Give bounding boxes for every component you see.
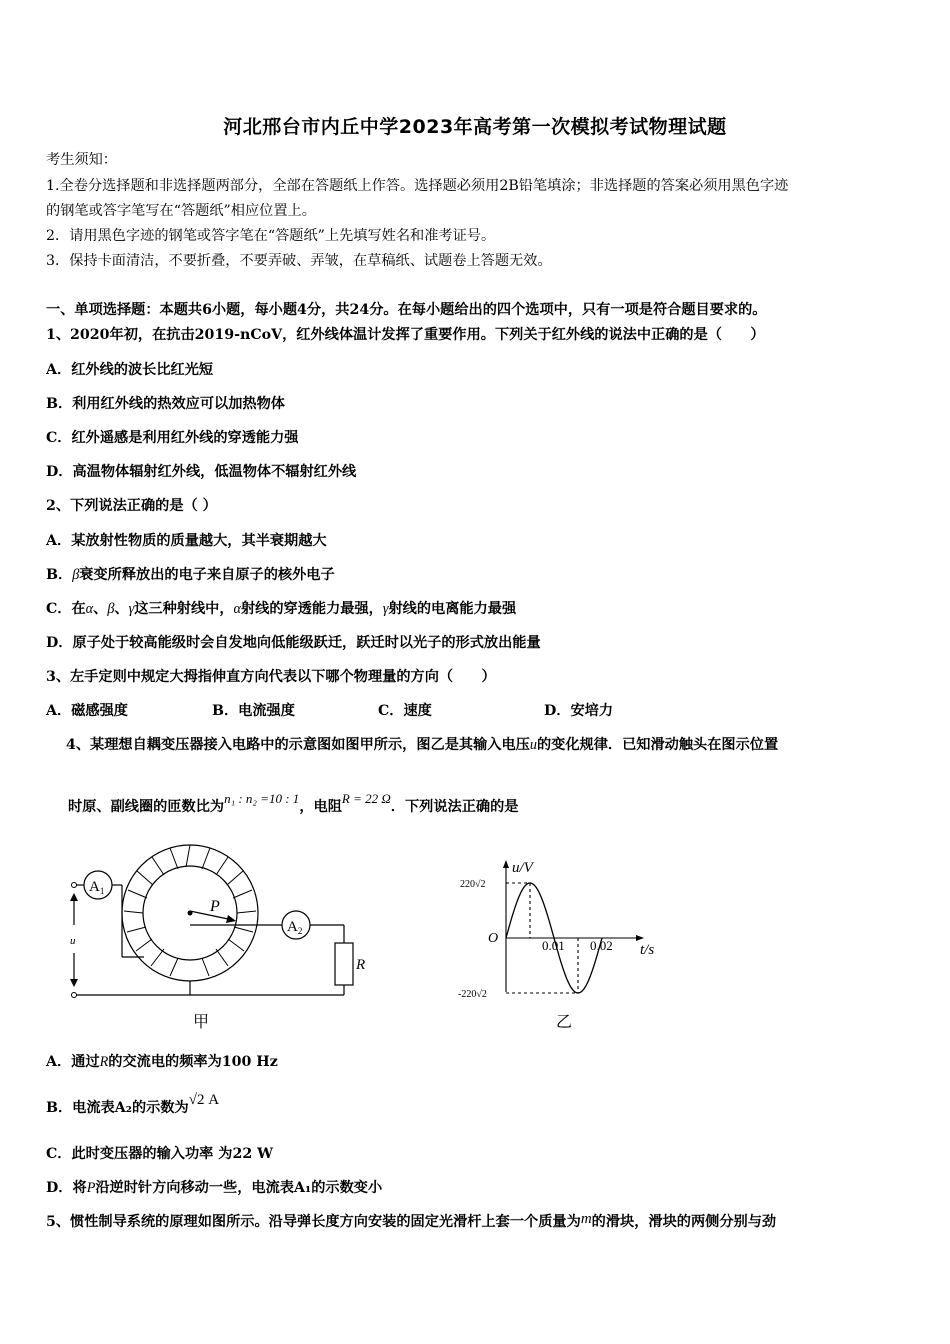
notice-item-3: 3．保持卡面清洁，不要折叠，不要弄破、弄皱，在草稿纸、试题卷上答题无效。 bbox=[46, 253, 552, 269]
q2-option-c: C．在α、β、γ这三种射线中，α射线的穿透能力最强，γ射线的电离能力最强 bbox=[46, 601, 517, 617]
q3-stem: 3、左手定则中规定大拇指伸直方向代表以下哪个物理量的方向（ ） bbox=[46, 669, 496, 685]
slider-label: P bbox=[210, 898, 220, 915]
q3-option-a: A．磁感强度 bbox=[46, 703, 128, 719]
q2-option-a: A．某放射性物质的质量越大，其半衰期越大 bbox=[46, 533, 327, 549]
x-tick-label-2: 0.02 bbox=[590, 938, 613, 953]
origin-label: O bbox=[488, 931, 499, 946]
resistor-label: R bbox=[356, 957, 366, 973]
figure-right-caption: 乙 bbox=[556, 1012, 573, 1031]
ammeter-a1-label: $A_1$ bbox=[89, 879, 105, 896]
notice-item-2: 2．请用黑色字迹的钢笔或答字笔在“答题纸”上先填写姓名和准考证号。 bbox=[46, 228, 496, 244]
q4-resistance: R = 22 Ω bbox=[341, 791, 391, 806]
figure-left-caption: 甲 bbox=[193, 1012, 210, 1031]
q4-stem-line1: 4、某理想自耦变压器接入电路中的示意图如图甲所示，图乙是其输入电压u的变化规律．已知滑动触头在图示位置 bbox=[66, 737, 779, 753]
slider-arrow-icon bbox=[226, 915, 236, 923]
notice-item-1b: 的钢笔或答字笔写在“答题纸”相应位置上。 bbox=[46, 203, 316, 219]
q1-option-a: A．红外线的波长比红光短 bbox=[46, 362, 214, 378]
q1-stem: 1、2020年初，在抗击2019-nCoV，红外线体温计发挥了重要作用。下列关于红外线的说法中正确的是（ ） bbox=[46, 327, 765, 343]
up-arrow-icon bbox=[70, 893, 78, 901]
q3-option-c: C．速度 bbox=[378, 703, 432, 719]
figure-circuit bbox=[60, 835, 390, 1035]
q4-stem-line2: 时原、副线圈的匝数比为n₁ : n₂ =10 : 1，电阻R = 22 Ω．下列说法正确的是 bbox=[68, 791, 519, 815]
section-heading: 一、单项选择题：本题共6小题，每小题4分，共24分。在每小题给出的四个选项中，只有一项是符合题目要求的。 bbox=[46, 302, 767, 318]
q3-option-b: B．电流强度 bbox=[212, 703, 295, 719]
input-voltage-label: u bbox=[70, 935, 76, 947]
notice-heading: 考生须知： bbox=[46, 152, 117, 168]
x-axis-arrow-icon bbox=[636, 935, 644, 941]
q4-turns-ratio: n₁ : n₂ =10 : 1 bbox=[224, 791, 300, 806]
page-title: 河北邢台市内丘中学2023年高考第一次模拟考试物理试题 bbox=[223, 116, 727, 138]
notice-item-1a: 1.全卷分选择题和非选择题两部分，全部在答题纸上作答。选择题必须用2B铅笔填涂；非选择题的答案必须用黑色字迹 bbox=[46, 178, 789, 194]
q4-option-b: B．电流表A₂的示数为√2 A bbox=[46, 1092, 220, 1116]
x-tick-label-1: 0.01 bbox=[542, 938, 565, 953]
q4-option-a: A．通过R的交流电的频率为100 Hz bbox=[46, 1054, 278, 1070]
ammeter-a2-label: $A_2$ bbox=[287, 919, 303, 936]
q4-option-b-value: √2 A bbox=[188, 1092, 220, 1108]
q2-option-b: B．β衰变所释放出的电子来自原子的核外电子 bbox=[46, 567, 335, 583]
q1-option-c: C．红外遥感是利用红外线的穿透能力强 bbox=[46, 430, 299, 446]
y-axis-label: u/V bbox=[512, 860, 533, 876]
x-axis-label: t/s bbox=[640, 942, 655, 958]
down-arrow-icon bbox=[70, 979, 78, 987]
q2-stem: 2、下列说法正确的是（ ） bbox=[46, 498, 217, 514]
q4-option-c: C．此时变压器的输入功率 为22 W bbox=[46, 1146, 274, 1162]
y-max-label: 220√2 bbox=[460, 879, 486, 890]
q1-option-b: B．利用红外线的热效应可以加热物体 bbox=[46, 396, 285, 412]
q3-option-d: D．安培力 bbox=[544, 703, 614, 719]
q1-option-d: D．高温物体辐射红外线，低温物体不辐射红外线 bbox=[46, 464, 357, 480]
figure-voltage-graph bbox=[450, 852, 670, 1002]
y-axis-arrow-icon bbox=[503, 860, 509, 868]
q3-options bbox=[46, 701, 613, 721]
y-min-label: -220√2 bbox=[458, 989, 487, 1000]
q2-option-d: D．原子处于较高能级时会自发地向低能级跃迁，跃迁时以光子的形式放出能量 bbox=[46, 635, 541, 651]
resistor-symbol bbox=[335, 943, 353, 985]
q4-option-d: D．将P沿逆时针方向移动一些，电流表A₁的示数变小 bbox=[46, 1180, 383, 1196]
q5-stem: 5、惯性制导系统的原理如图所示。沿导弹长度方向安装的固定光滑杆上套一个质量为m的滑块，滑块的两侧分别与劲 bbox=[46, 1211, 777, 1230]
